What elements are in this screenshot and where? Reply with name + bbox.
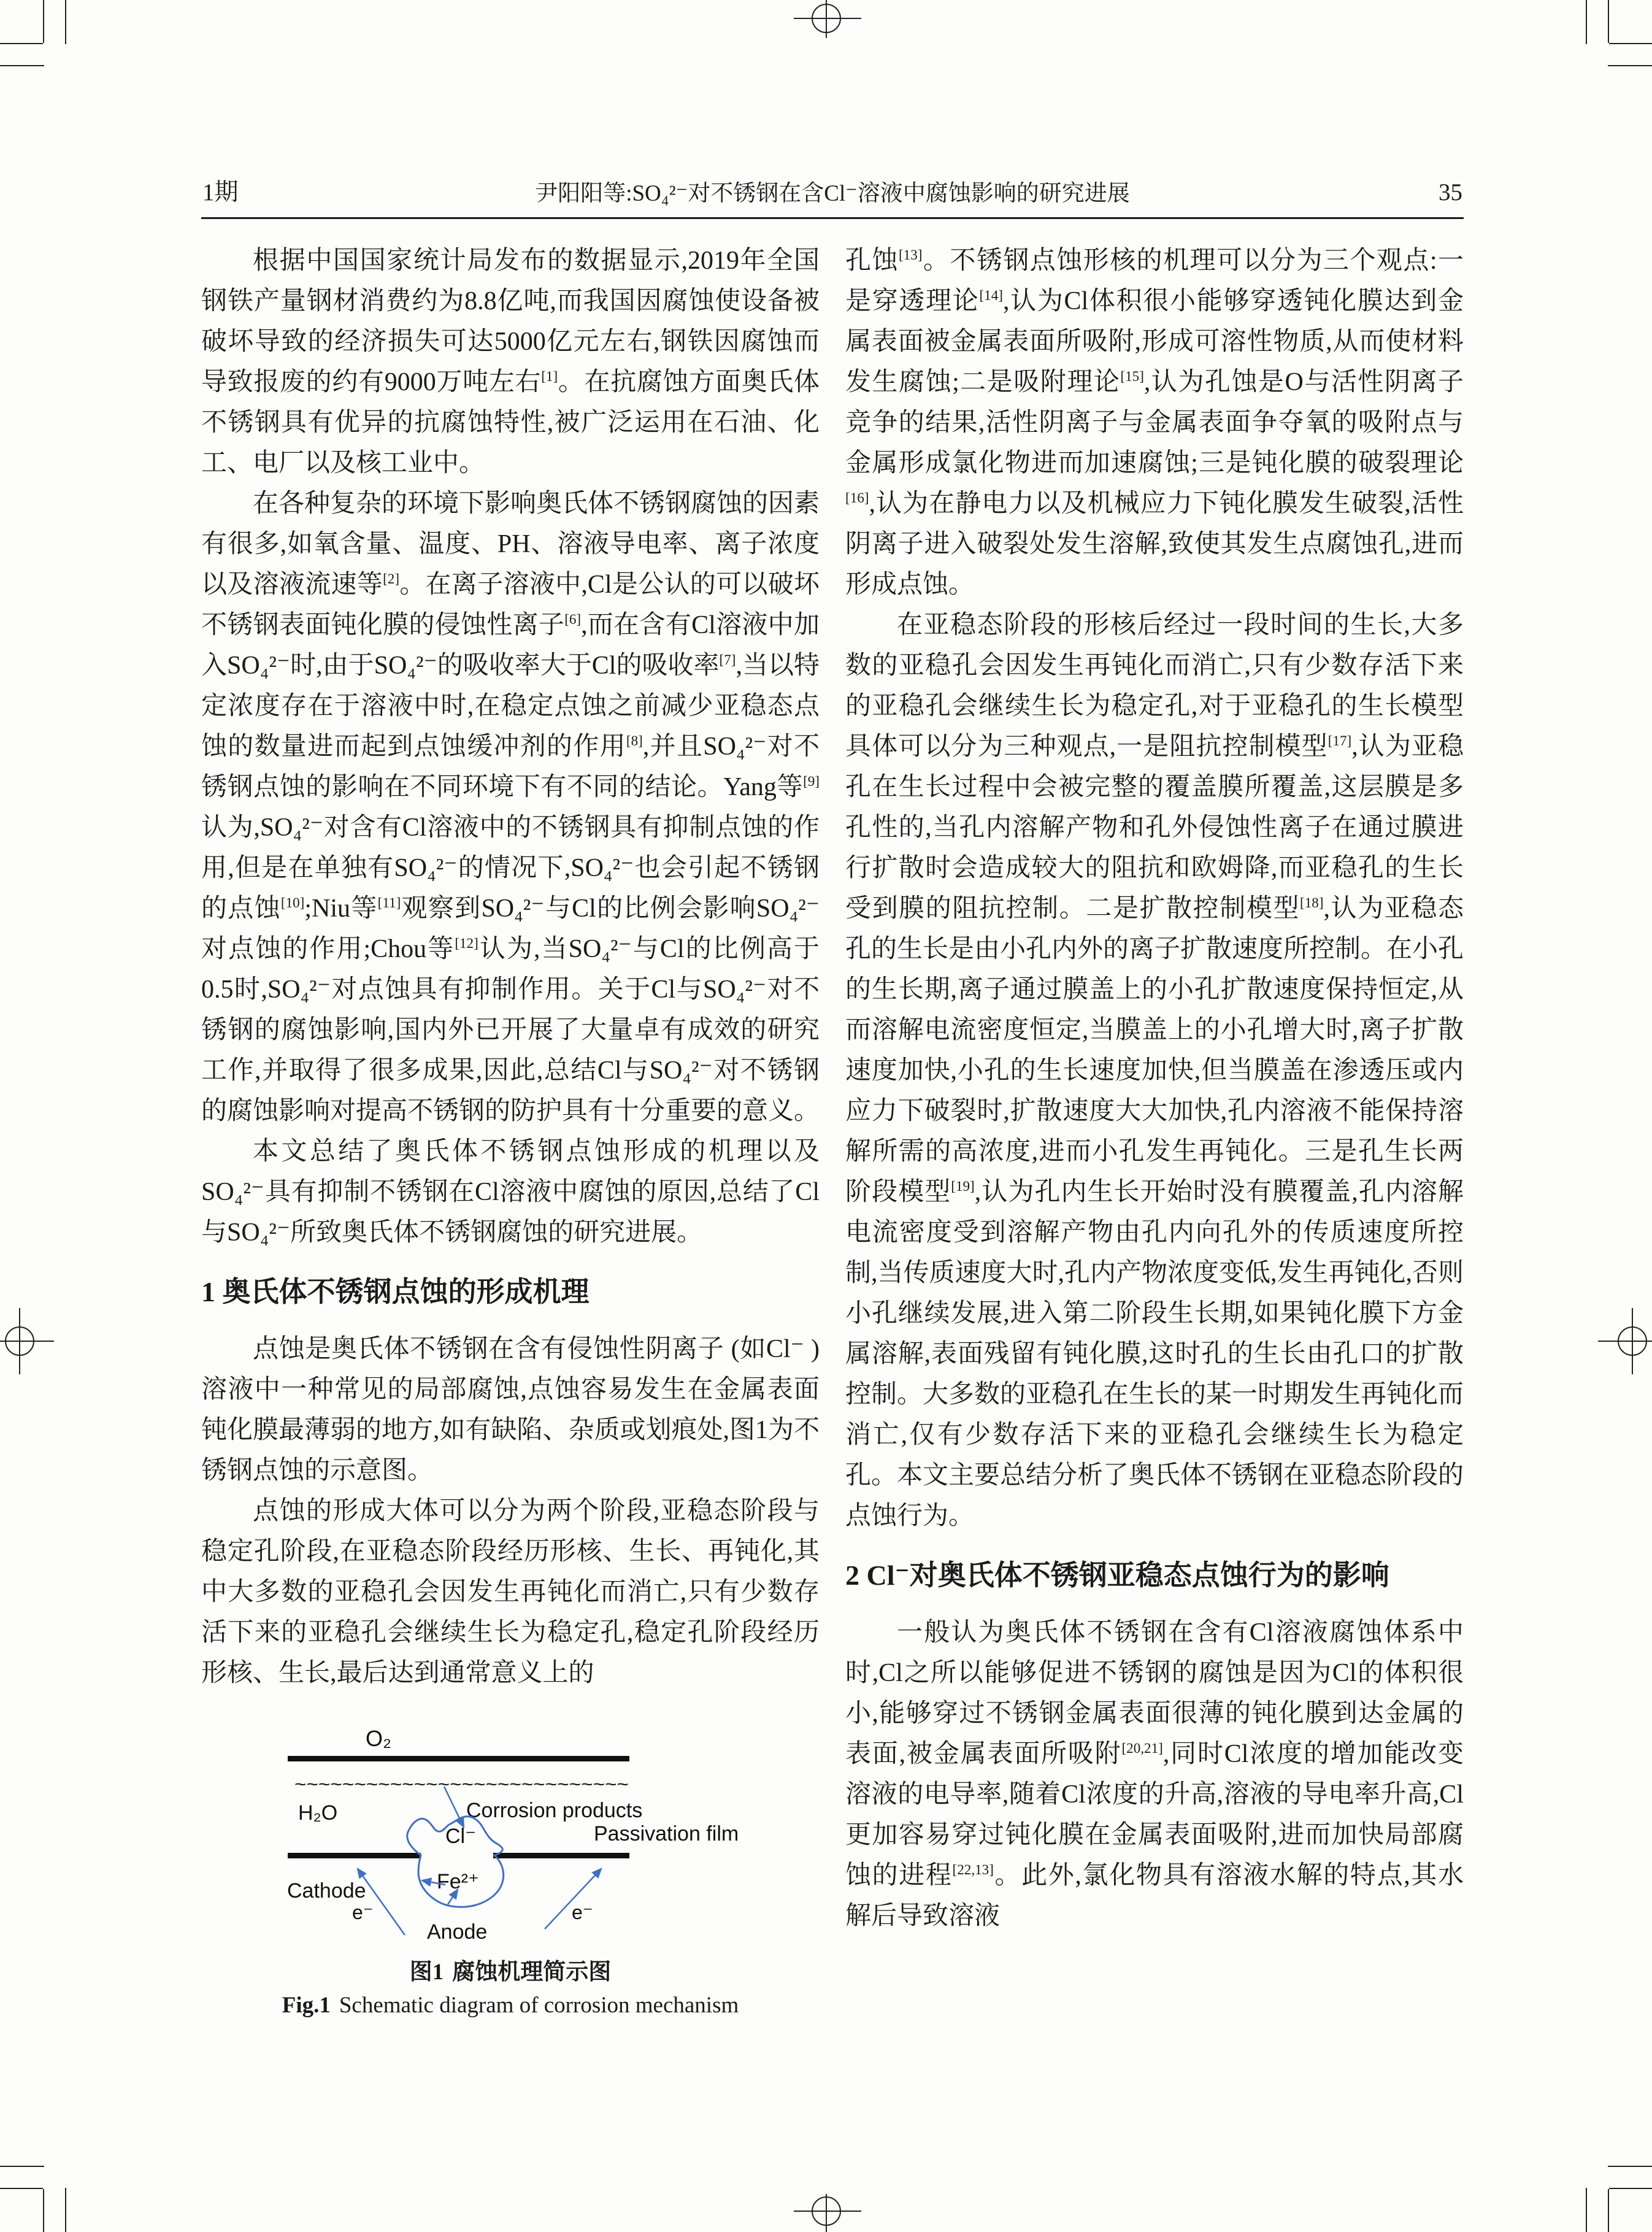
paragraph: 孔蚀[13]。不锈钢点蚀形核的机理可以分为三个观点:一是穿透理论[14],认为Cl体积很小能够穿透钝化膜达到金属表面被金属表面所吸附,形成可溶性物质,从而使材料发生腐蚀;二是吸附理论[15],认为孔蚀是O与活性阴离子竞争的结果,活性阴离子与金属表面争夺氧的吸附点与金属形成氯化物进而加速腐蚀;三是钝化膜的破裂理论[16],认为在静电力以及机械应力下钝化膜发生破裂,活性阴离子进入破裂处发生溶解,致使其发生点腐蚀孔,进而形成点蚀。: [845, 247, 1464, 599]
metal-surface-right: [493, 1853, 629, 1858]
figure-label-cathode: Cathode: [287, 1879, 366, 1903]
page-header: [201, 177, 1464, 209]
paragraph: 点蚀是奥氏体不锈钢在含有侵蚀性阴离子 (如Cl⁻ ) 溶液中一种常见的局部腐蚀,点蚀容易发生在金属表面钝化膜最薄弱的地方,如有缺陷、杂质或划痕处,图1为不锈钢点蚀的示意图。: [201, 1335, 820, 1485]
paragraph: 根据中国国家统计局发布的数据显示,2019年全国钢铁产量钢材消费约为8.8亿吨,而我国因腐蚀使设备被破坏导致的经济损失可达5000亿元左右,钢铁因腐蚀而导致报废的约有9000万吨左右[1]。在抗腐蚀方面奥氏体不锈钢具有优异的抗腐蚀特性,被广泛运用在石油、化工、电厂以及核工业中。: [201, 247, 820, 477]
paragraph: 在各种复杂的环境下影响奥氏体不锈钢腐蚀的因素有很多,如氧含量、温度、PH、溶液导电率、离子浓度以及溶液流速等[2]。在离子溶液中,Cl是公认的可以破坏不锈钢表面钝化膜的侵蚀性离子[6],而在含有Cl溶液中加入SO₄²⁻时,由于SO₄²⁻的吸收率大于Cl的吸收率[7],当以特定浓度存在于溶液中时,在稳定点蚀之前减少亚稳态点蚀的数量进而起到点蚀缓冲剂的作用[8],并且SO₄²⁻对不锈钢点蚀的影响在不同环境下有不同的结论。Yang等[9]认为,SO₄²⁻对含有Cl溶液中的不锈钢具有抑制点蚀的作用,但是在单独有SO₄²⁻的情况下,SO₄²⁻也会引起不锈钢的点蚀[10];Niu等[11]观察到SO₄²⁻与Cl的比例会影响SO₄²⁻对点蚀的作用;Chou等[12]认为,当SO₄²⁻与Cl的比例高于0.5时,SO₄²⁻对点蚀具有抑制作用。关于Cl与SO₄²⁻对不锈钢的腐蚀影响,国内外已开展了大量卓有成效的研究工作,并取得了很多成果,因此,总结Cl与SO₄²⁻对不锈钢的腐蚀影响对提高不锈钢的防护具有十分重要的意义。: [201, 490, 820, 1125]
paragraph: 一般认为奥氏体不锈钢在含有Cl溶液腐蚀体系中时,Cl之所以能够促进不锈钢的腐蚀是因为Cl的体积很小,能够穿过不锈钢金属表面很薄的钝化膜到达金属的表面,被金属表面所吸附[20,21],同时Cl浓度的增加能改变溶液的电导率,随着Cl浓度的升高,溶液的导电率升高,Cl更加容易穿过钝化膜在金属表面吸附,进而加快局部腐蚀的进程[22,13]。此外,氯化物具有溶液水解的特点,其水解后导致溶液: [845, 1618, 1464, 1930]
metal-surface-left: [288, 1853, 421, 1858]
figure-corrosion-diagram: [201, 1711, 820, 1951]
section-1-heading: 1 奥氏体不锈钢点蚀的形成机理: [201, 1276, 590, 1307]
figure-caption-zh-label: 图1: [409, 1960, 444, 1985]
right-column: [845, 241, 1464, 1936]
figure-caption-zh: [201, 1957, 820, 1988]
left-column: [201, 241, 820, 2021]
paragraph: 点蚀的形成大体可以分为两个阶段,亚稳态阶段与稳定孔阶段,在亚稳态阶段经历形核、生长、再钝化,其中大多数的亚稳孔会因发生再钝化而消亡,只有少数存活下来的亚稳孔会继续生长为稳定孔,稳定孔阶段经历形核、生长,最后达到通常意义上的: [201, 1497, 820, 1687]
figure-label-o2: O₂: [366, 1726, 391, 1751]
page-number: 35: [1439, 179, 1462, 206]
figure-caption-en: [201, 1990, 820, 2021]
figure-label-electron-left: e⁻: [352, 1901, 374, 1923]
figure-caption-zh-text: 腐蚀机理简示图: [452, 1960, 612, 1985]
figure-caption-en-label: Fig.1: [282, 1993, 331, 2018]
running-title: 尹阳阳等:SO₄²⁻对不锈钢在含Cl⁻溶液中腐蚀影响的研究进展: [535, 181, 1130, 206]
paragraph: 本文总结了奥氏体不锈钢点蚀形成的机理以及SO₄²⁻具有抑制不锈钢在Cl溶液中腐蚀的原因,总结了Cl与SO₄²⁻所致奥氏体不锈钢腐蚀的研究进展。: [201, 1137, 820, 1247]
section-1-continued-paragraphs: [845, 241, 1464, 1536]
journal-issue: 1期: [202, 179, 239, 206]
figure-label-anode: Anode: [427, 1920, 488, 1944]
section-2-heading: 2 Cl⁻对奥氏体不锈钢亚稳态点蚀行为的影响: [845, 1560, 1389, 1591]
membrane-wave: ~~~~~~~~~~~~~~~~~~~~~~~~~~~~: [294, 1774, 629, 1795]
paragraph: 在亚稳态阶段的形核后经过一段时间的生长,大多数的亚稳孔会因发生再钝化而消亡,只有少数存活下来的亚稳孔会继续生长为稳定孔,对于亚稳孔的生长模型具体可以分为三种观点,一是阻抗控制模型[17],认为亚稳孔在生长过程中会被完整的覆盖膜所覆盖,这层膜是多孔性的,当孔内溶解产物和孔外侵蚀性离子在通过膜进行扩散时会造成较大的阻抗和欧姆降,而亚稳孔的生长受到膜的阻抗控制。二是扩散控制模型[18],认为亚稳态孔的生长是由小孔内外的离子扩散速度所控制。在小孔的生长期,离子通过膜盖上的小孔扩散速度保持恒定,从而溶解电流密度恒定,当膜盖上的小孔增大时,离子扩散速度加快,小孔的生长速度加快,但当膜盖在渗透压或内应力下破裂时,扩散速度大大加快,孔内溶液不能保持溶解所需的高浓度,进而小孔发生再钝化。三是孔生长两阶段模型[19],认为孔内生长开始时没有膜覆盖,孔内溶解电流密度受到溶解产物由孔内向孔外的传质速度所控制,当传质速度大时,孔内产物浓度变低,发生再钝化,否则小孔继续发展,进入第二阶段生长期,如果钝化膜下方金属溶解,表面残留有钝化膜,这时孔的生长由孔口的扩散控制。大多数的亚稳孔在生长的某一时期发生再钝化而消亡,仅有少数存活下来的亚稳孔会继续生长为稳定孔。本文主要总结分析了奥氏体不锈钢在亚稳态阶段的点蚀行为。: [845, 611, 1464, 1530]
figure-label-electron-right: e⁻: [572, 1901, 593, 1923]
figure-caption-en-text: Schematic diagram of corrosion mechanism: [339, 1993, 739, 2018]
figure-label-fe: Fe²⁺: [437, 1870, 479, 1893]
section-1-paragraphs: [201, 1329, 820, 1693]
figure-label-cl: Cl⁻: [445, 1825, 477, 1848]
figure-label-corrosion-products: Corrosion products: [466, 1799, 643, 1822]
figure-label-h2o: H₂O: [298, 1801, 338, 1825]
intro-paragraphs: [201, 241, 820, 1253]
solution-surface-line: [288, 1756, 629, 1761]
section-2-paragraphs: [845, 1612, 1464, 1936]
figure-label-passivation-film: Passivation film: [594, 1822, 739, 1845]
header-rule: [201, 217, 1464, 219]
